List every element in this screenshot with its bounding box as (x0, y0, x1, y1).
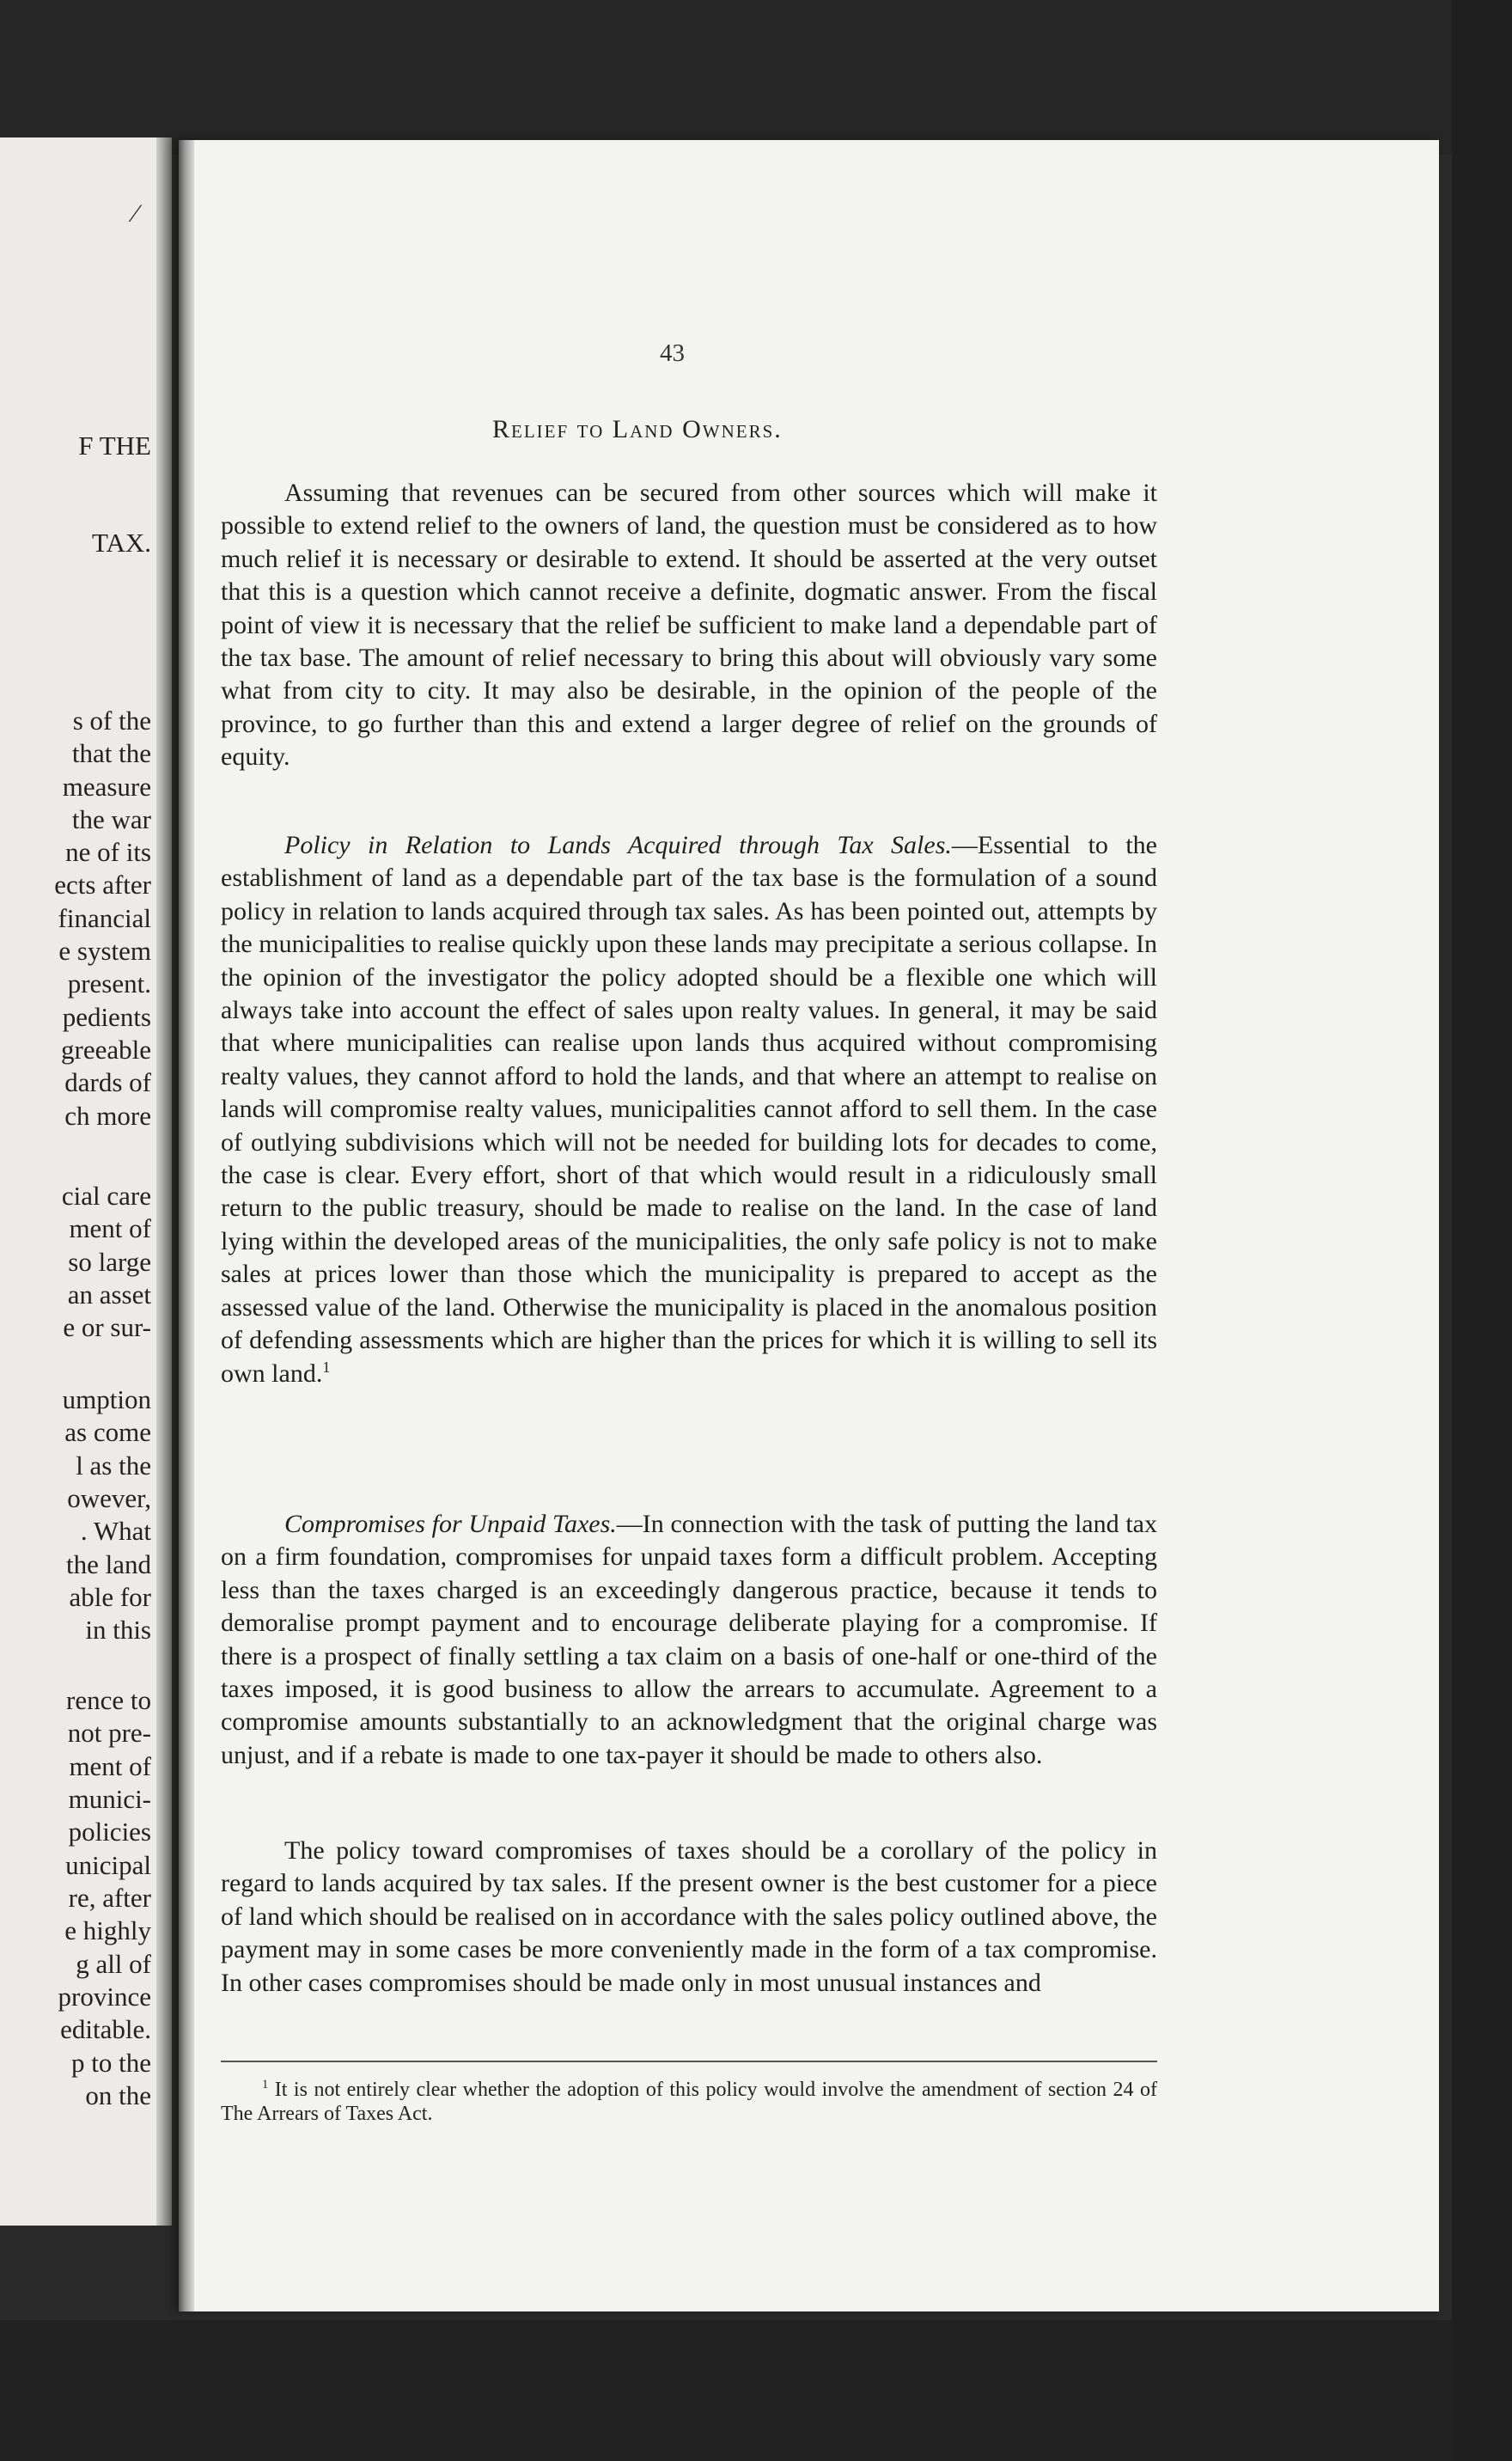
previous-page-line: ects after (54, 870, 151, 900)
previous-page-line: re, after (68, 1883, 151, 1913)
paragraph-title: Policy in Relation to Lands Acquired through Tax Sales. (284, 831, 952, 859)
previous-page-line: s of the (72, 705, 151, 736)
previous-page-line: measure (62, 772, 151, 802)
previous-page-line: owever, (67, 1483, 151, 1513)
previous-page-line: ch more (64, 1101, 151, 1131)
previous-page-strip (0, 137, 172, 2226)
previous-page-line: not pre- (67, 1718, 151, 1748)
page-edge-shadow (156, 137, 172, 2226)
previous-page-line: unicipal (65, 1850, 151, 1880)
previous-page-line: on the (85, 2080, 151, 2110)
previous-page-line: the land (66, 1549, 151, 1579)
previous-page-line: in this (85, 1615, 151, 1645)
previous-page-line: l as the (76, 1450, 151, 1481)
footnote-text: It is not entirely clear whether the adoption of this policy would involve the amendment of section 24 of The Arrears of Taxes Act. (221, 2079, 1158, 2125)
previous-page-line: an asset (67, 1279, 151, 1310)
previous-page-line: present. (67, 968, 151, 998)
paragraph-title: Compromises for Unpaid Taxes. (284, 1510, 617, 1538)
paragraph-relief-intro (221, 477, 1157, 774)
previous-page-line: policies (68, 1817, 151, 1847)
document-page (179, 140, 1439, 2311)
paragraph-text: The policy toward compromises of taxes should be a corollary of the policy in regard to lands acquired by tax sales. If the present owner is the best customer for a piece of land which should be realised on in accordance with the sales policy outlined above, the payment may in some cases be more conveniently made in the form of a tax compromise. In other cases compromises should be made only in most unusual instances and (221, 1836, 1157, 1997)
previous-page-line: . What (80, 1516, 151, 1546)
background-bottom (0, 2320, 1512, 2461)
footnote (221, 2078, 1157, 2126)
previous-page-line: p to the (71, 2048, 151, 2078)
previous-page-line: e highly (64, 1915, 151, 1945)
previous-page-line: umption (62, 1384, 151, 1414)
previous-page-line: ment of (69, 1213, 151, 1243)
previous-page-line: cial care (61, 1181, 151, 1211)
paragraph-text: —In connection with the task of putting the land tax on a firm foundation, compromises for unpaid taxes form a difficult problem. Accepting less than the taxes charged is an exceedingly dangerous practice, because it tends to demoralise prompt payment and to encourage deliberate playing for a compromise. If there is a prospect of finally settling a tax claim on a basis of one-half or one-third of the taxes imposed, it is good business to allow the arrears to accumulate. Agreement to a compromise amounts substantially to an acknowledgment that the original charge was unjust, and if a rebate is made to one tax-payer it should be made to others also. (221, 1510, 1157, 1769)
previous-page-line: F THE (78, 431, 151, 461)
previous-page-line: pedients (62, 1002, 151, 1032)
footnote-mark: 1 (262, 2078, 269, 2092)
previous-page-line: that the (71, 738, 151, 768)
previous-page-line: so large (68, 1247, 151, 1277)
previous-page-line: e system (58, 936, 151, 966)
paragraph-text: —Essential to the establishment of land as a dependable part of the tax base is the formulation of a sound policy in relation to lands acquired through tax sales. As has been pointed out, attempts by the municipalities to realise quickly upon these lands may precipitate a serious collapse. In the opinion of the investigator the policy adopted should be a flexible one which will always take into account the effect of sales upon realty values. In general, it may be said that where municipalities can realise upon lands thus acquired without compromising realty values, they cannot afford to hold the lands, and that where an attempt to realise on lands will compromise realty values, municipalities cannot afford to sell them. In the case of outlying subdivisions which will not be needed for building lots for decades to come, the case is clear. Every effort, short of that which would result in a ridiculously small return to the public treasury, should be made to realise on the land. In the case of land lying within the developed areas of the municipalities, the only safe policy is not to make sales at prices lower than those which the municipality is prepared to accept as the assessed value of the land. Otherwise the municipality is placed in the anomalous position of defending assessments which are higher than the prices for which it is willing to sell its own land. (221, 831, 1157, 1388)
footnote-divider (221, 2061, 1157, 2062)
page-number: 43 (660, 339, 685, 367)
section-heading: Relief to Land Owners. (492, 415, 783, 443)
previous-page-line: munici- (68, 1784, 151, 1814)
page-spine-shadow (179, 140, 194, 2311)
previous-page-line: editable. (60, 2014, 151, 2044)
previous-page-line: financial (58, 903, 151, 933)
previous-page-line: the war (71, 804, 151, 834)
previous-page-line: rence to (66, 1685, 151, 1715)
paragraph-compromises (221, 1508, 1157, 1772)
previous-page-line: g all of (76, 1949, 151, 1979)
background-right (1452, 0, 1512, 2461)
previous-page-line: ment of (69, 1751, 151, 1781)
previous-page-line: province (58, 1982, 151, 2012)
previous-page-line: dards of (64, 1067, 151, 1097)
previous-page-line: greeable (61, 1035, 151, 1065)
previous-page-line: as come (64, 1417, 151, 1447)
pencil-mark-icon: ⁄ (133, 199, 138, 228)
footnote-reference: 1 (322, 1358, 331, 1376)
previous-page-line: ne of its (65, 837, 151, 867)
previous-page-line: TAX. (92, 528, 151, 558)
paragraph-text: Assuming that revenues can be secured from other sources which will make it possible to extend relief to the owners of land, the question must be considered as to how much relief it is necessary or desirable to extend. It should be asserted at the very outset that this is a question which cannot receive a definite, dogmatic answer. From the fiscal point of view it is necessary that the relief be sufficient to make land a dependable part of the tax base. The amount of relief necessary to bring this about will obviously vary some what from city to city. It may also be desirable, in the opinion of the people of the province, to go further than this and extend a larger degree of relief on the grounds of equity. (221, 479, 1157, 772)
previous-page-line: e or sur- (63, 1312, 151, 1342)
paragraph-tax-sales-policy (221, 829, 1157, 1390)
background-top (0, 0, 1512, 155)
paragraph-compromise-policy (221, 1835, 1157, 2000)
previous-page-line: able for (69, 1582, 151, 1612)
